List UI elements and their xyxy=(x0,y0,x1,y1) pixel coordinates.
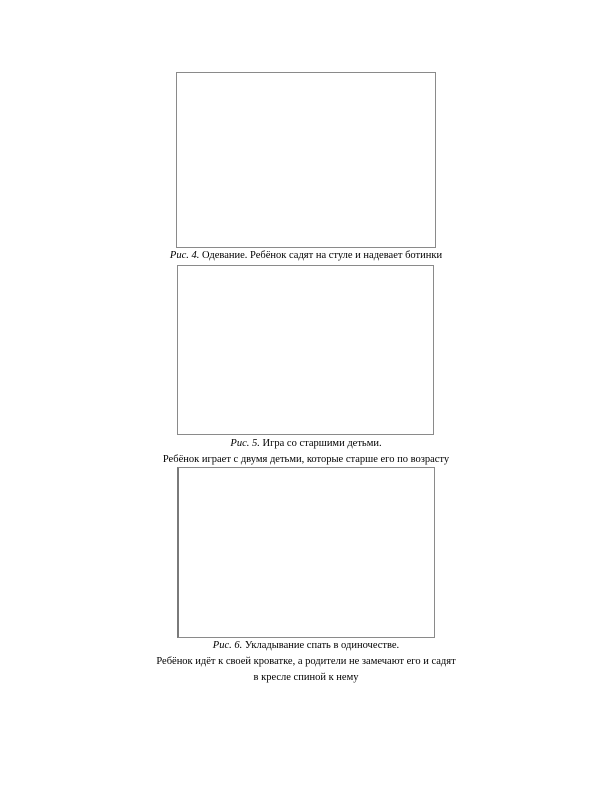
figure-6-image xyxy=(177,467,435,638)
figure-5-caption-line-2: Ребёнок играет с двумя детьми, которые старше его по возрасту xyxy=(162,454,450,465)
figure-6-caption xyxy=(0,638,612,653)
figure-5-label: Рис. 5. xyxy=(230,438,260,449)
figure-6-caption-line-1: Укладывание спать в одиночестве. xyxy=(244,640,400,651)
figure-5-image xyxy=(177,265,434,435)
figure-6-caption-line-2: Ребёнок идёт к своей кроватке, а родители не замечают его и садят xyxy=(156,656,456,667)
figure-4-image xyxy=(176,72,436,248)
figure-4-caption-line-1: Одевание. Ребёнок садят на стуле и надевает ботинки xyxy=(201,250,443,261)
figure-6-caption-line-3: в кресле спиной к нему xyxy=(253,672,359,683)
figure-4-caption xyxy=(0,248,612,263)
figure-5-caption-line-1: Игра со старшими детьми. xyxy=(262,438,382,449)
figure-5-caption xyxy=(0,436,612,451)
figure-6-label: Рис. 6. xyxy=(212,640,243,651)
figure-4-label: Рис. 4. xyxy=(169,250,200,261)
